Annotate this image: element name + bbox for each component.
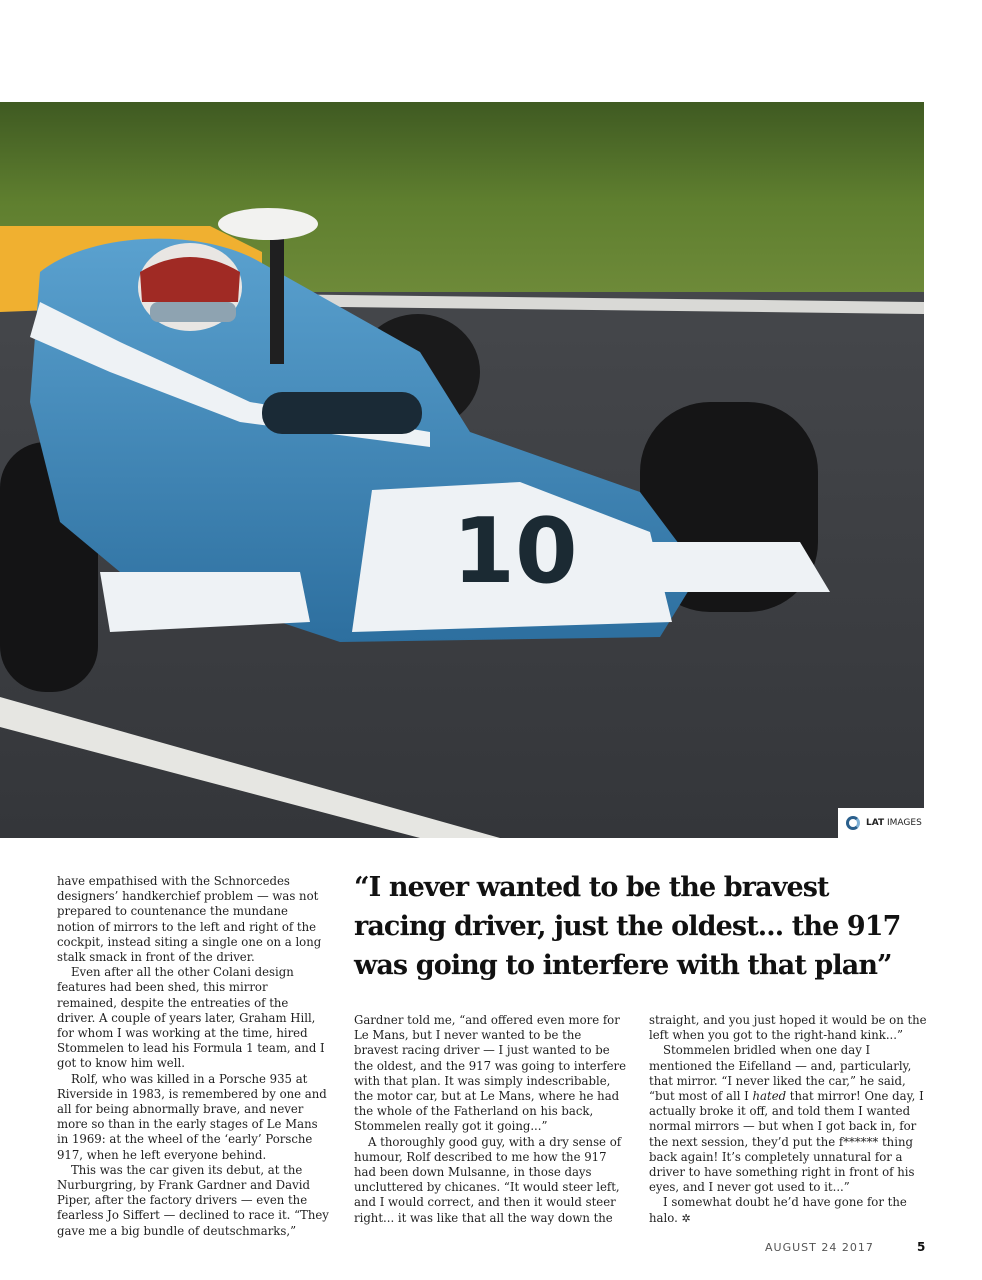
photo-credit — [838, 808, 924, 838]
paragraph: straight, and you just hoped it would be on the left when you got to the right-hand kink...” — [649, 1013, 927, 1043]
paragraph — [649, 1195, 927, 1225]
pull-quote-line: racing driver, just the oldest... the 917 — [354, 911, 901, 942]
paragraph: Gardner told me, “and offered even more for Le Mans, but I never wanted to be the bravest racing driver — I just wanted to be the oldest, and the 917 was going to interfere with that plan. It was simply indescribable, the motor car, but at Le Mans, where he had the whole of the Fatherland on his back, Stommelen really got it going...” — [354, 1013, 627, 1134]
paragraph: Even after all the other Colani design features had been shed, this mirror remained, despite the entreaties of the driver. A couple of years later, Graham Hill, for whom I was working at the time, hired Stommelen to lead his Formula 1 team, and I got to know him well. — [57, 965, 325, 1071]
text-run: that mirror! One day, I actually broke it off, and told them I wanted normal mirrors — but when I got back in, for the next session, they’d put the f****** thing back again! It’s completely unnatural for a driver to have something right in front of his eyes, and I never got used to it...” — [649, 1089, 924, 1195]
article-column-1 — [57, 874, 329, 1239]
page-number: 5 — [917, 1240, 926, 1254]
paragraph: have empathised with the Schnorcedes designers’ handkerchief problem — was not prepared to countenance the mundane notion of mirrors to the left and right of the cockpit, instead siting a single one on a long stalk smack in front of the driver. — [57, 874, 322, 965]
racing-car-illustration — [0, 102, 924, 838]
end-mark-icon: ✲ — [681, 1211, 691, 1225]
car-number: 10 — [452, 499, 578, 604]
article-column-2 — [354, 1013, 629, 1226]
pull-quote — [354, 868, 934, 985]
credit-brand: LAT — [866, 818, 885, 828]
pull-quote-line: was going to interfere with that plan” — [354, 950, 892, 981]
paragraph: Rolf, who was killed in a Porsche 935 at Riverside in 1983, is remembered by one and all for being abnormally brave, and never more so than in the early stages of Le Mans in 1969: at the wheel of the ‘early’ Porsche 917, when he left everyone behind. — [57, 1071, 327, 1162]
article-column-3 — [649, 1013, 927, 1226]
emphasis: hated — [752, 1089, 787, 1104]
credit-label: IMAGES — [887, 818, 922, 828]
paragraph: A thoroughly good guy, with a dry sense of humour, Rolf described to me how the 917 had been down Mulsanne, in those days uncluttered by chicanes. “It would steer left, and I would correct, and then it would steer right... it was like that all the way down the — [354, 1134, 622, 1225]
pull-quote-line: “I never wanted to be the bravest — [354, 872, 829, 903]
issue-date: AUGUST 24 2017 — [765, 1241, 874, 1254]
text-run: Stommelen bridled when one day I mentioned the Eifelland — and, particularly, that mirror. “I never liked the car,” he said, “but most of all I — [649, 1043, 912, 1104]
hero-photo — [0, 102, 924, 838]
lat-logo-icon — [846, 816, 860, 830]
paragraph — [649, 1043, 927, 1195]
text-run: I somewhat doubt he’d have gone for the halo. — [649, 1195, 907, 1225]
paragraph: This was the car given its debut, at the Nurburgring, by Frank Gardner and David Piper, after the factory drivers — even the fearless Jo Siffert — declined to race it. “They gave me a big bundle of deutschmarks,” — [57, 1162, 329, 1238]
